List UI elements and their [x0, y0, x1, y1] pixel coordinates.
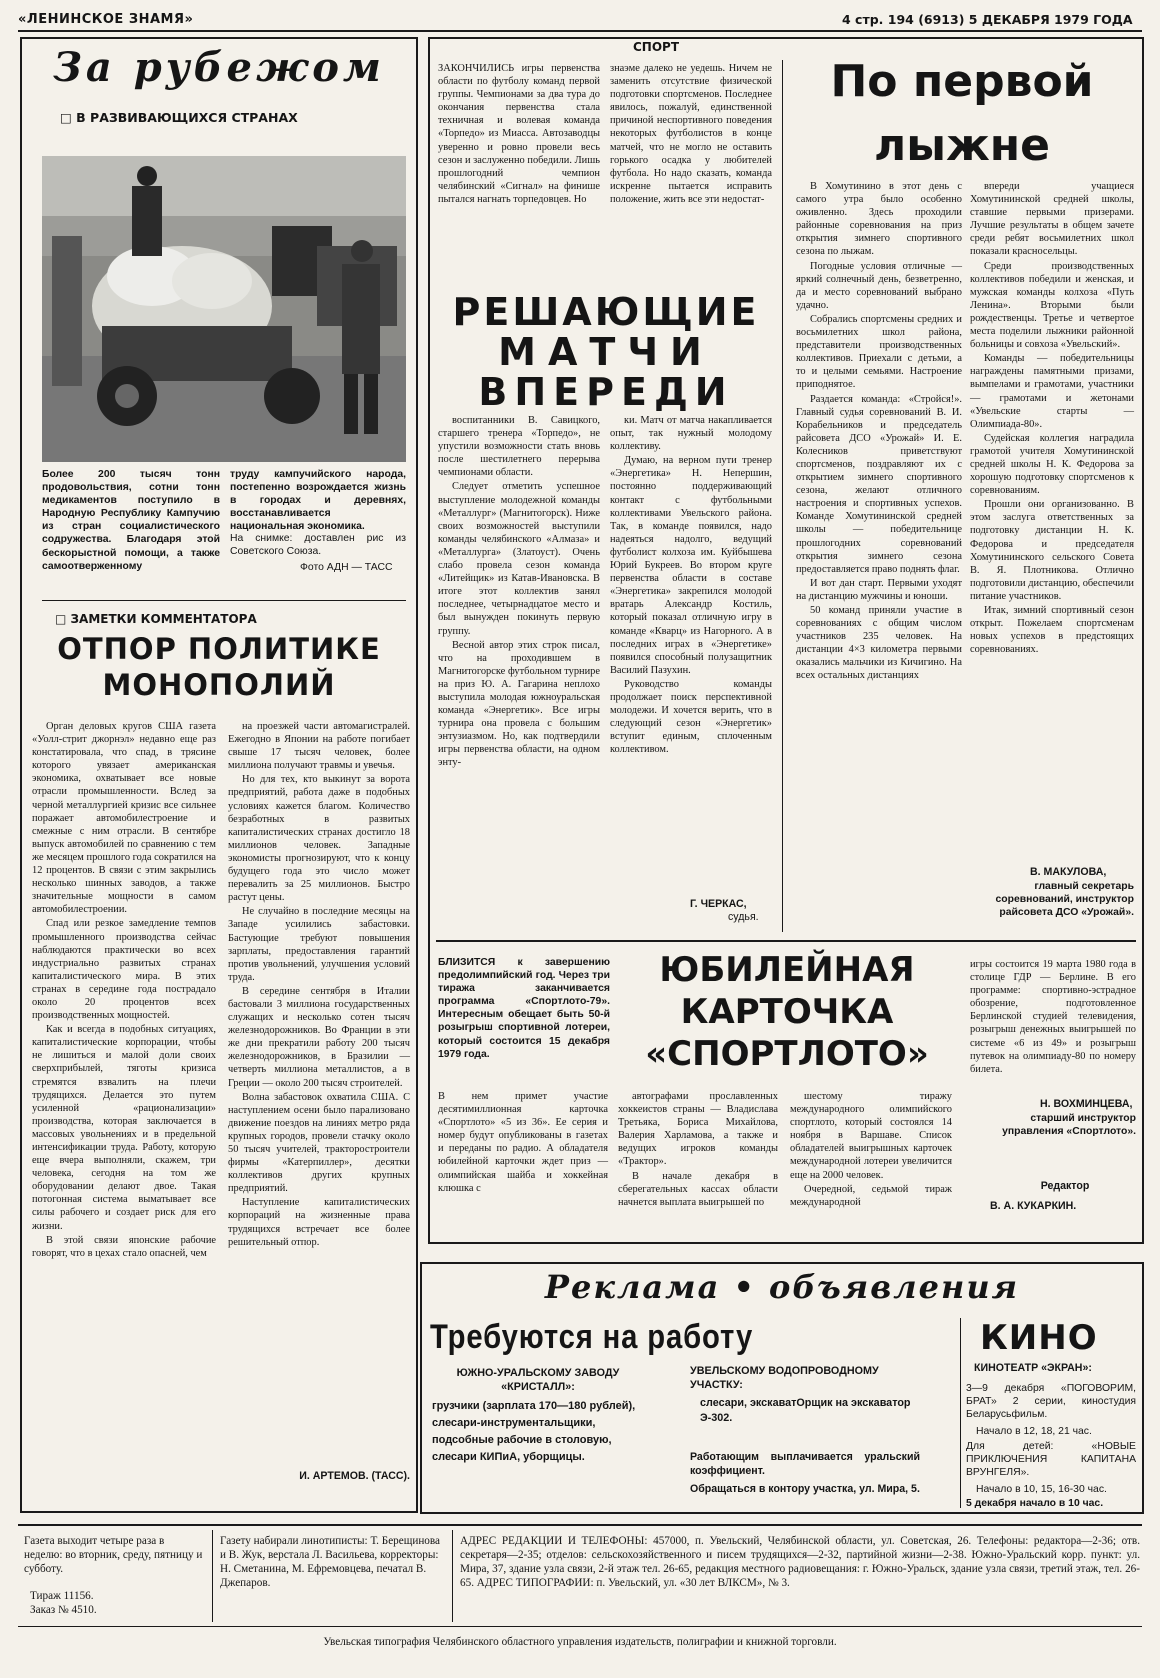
footer-top-rule — [18, 1524, 1142, 1526]
cinema-line-4: Начало в 10, 15, 16-30 час. — [976, 1484, 1107, 1495]
ski-author-role: главный секретарь соревнований, инструктор райсовета ДСО «Урожай». — [995, 881, 1134, 918]
footer-circulation: Тираж 11156. — [30, 1590, 94, 1602]
abroad-rubric: □ В РАЗВИВАЮЩИХСЯ СТРАНАХ — [60, 110, 298, 125]
masthead-rule — [18, 30, 1142, 32]
footer-address: АДРЕС РЕДАКЦИИ И ТЕЛЕФОНЫ: 457000, п. Увельский, Челябинской области, ул. Советская, 26. Телефоны: редактора—2-36; отв. секретаря—2-35; отделов: сельскохозяйственного и писем трудящихся—2-32, партийной жизни—2-38. Южно-Уральский корр. пункт: ул. Мира, 37, здание узла связи, 2-й этаж тел. 26-65, редакция местного радиовещания: г. Южно-Уральск, здание узла связи, третий этаж, тел. 26-65. АДРЕС ТИПОГРАФИИ: п. Увельский, ул. «30 лет ВЛКСМ», № 3. — [460, 1535, 1140, 1589]
ski-col2: впереди учащиеся Хомутининской средней школы, ставшие первыми призерами. Лучшие результаты в общем зачете среди ребят восьмилетних школ показали красносельцы. Среди производственных коллективов победили и женская, и мужская команды колхоза «Путь Ленина». Вторыми были рождественцы. Третье и четвертое места поделили лыжники районной больницы и совхоза «Увельский». Команды — победительницы награждены памятными призами, вымпелами и грамотами, участники — грамотами и жетонами «Увельские старты — Олимпиада-80». Судейская коллегия наградила грамотой учителя Хомутининской средней школы Н. К. Федорова за хорошую подготовку спортсменов к соревнованиям. Прошли они организованно. В этом заслуга ответственных за подготовку дистанции Н. К. Федорова и председателя Хомутининского сельского Совета В. Я. Плотникова. Отлично подготовили дистанцию, обеспечили питание участников. Итак, зимний спортивный сезон открыт. Пожелаем спортсменам новых успехов в предстоящих соревнованиях. — [970, 181, 1134, 656]
ski-col1: В Хомутинино в этот день с самого утра было особенно оживленно. Здесь проходили районные соревнования на приз открытия зимнего спортивного сезона по лыжам. Погодные условия отличные — яркий солнечный день, безветренно, да и место соревнований выбрано удачно. Собрались спортсмены средних и восьмилетних школ района, представители производственных коллективов. Приехали с детьми, а то и целыми семьями. Настроение приподнятое. Раздается команда: «Стройся!». Главный судья соревнований В. И. Корабельников и председатель райсовета ДСО «Урожай» И. Е. Колесников приветствуют спортсменов, поздравляют их с открытием зимнего спортивного сезона, желают отличного настроения и спортивных успехов. Команде Хомутининской средней школы — победительнице прошлогодних соревнований открытия зимнего сезона предоставляется право поднять флаг. И вот дан старт. Первыми уходят на дистанцию мужчины и юноши. 50 команд приняли участие в соревнованиях с общим числом участников 235 человек. На дистанции 4×3 километра первыми оказались мальчики из Кичигино. На всех остальных дистанциях — [796, 181, 962, 682]
abroad-caption-left: Более 200 тысяч тонн продовольствия, сотни тонн медикаментов поступило в Народную Республику Кампучию из стран социалистического содружества. Благодаря этой бескорыстной помощи, а также самоотверженному — [42, 469, 220, 572]
footer-order: Заказ № 4510. — [30, 1604, 97, 1616]
lotto-title-2: КАРТОЧКА — [680, 992, 894, 1032]
football-title-1: РЕШАЮЩИЕ — [452, 290, 760, 334]
football-author: Г. ЧЕРКАС, — [690, 898, 747, 910]
abroad-caption-right: труду кампучийского народа, постепенно возрождается жизнь в городах и деревнях, восстанавливается национальная экономика. — [230, 469, 406, 533]
cinema-name: КИНОТЕАТР «ЭКРАН»: — [974, 1362, 1092, 1374]
photo-credit: Фото АДН — ТАСС — [300, 562, 393, 573]
sport-col-divider — [782, 60, 783, 932]
ski-title-1: По первой — [830, 56, 1094, 107]
football-col3: воспитанники В. Савицкого, старшего тренера «Торпедо», не упустили возможности стать вновь после шестилетнего перерыва чемпионами области. Следует отметить успешное выступление молодежной команды «Металлург» (Магнитогорск). Ниже своих возможностей выступили команды челябинского «Алмаза» и «Металлурга» (Златоуст). Очень слабо провела сезон команда «Литейщик» из Катав-Ивановска. В итоге этот коллектив занял последнее, четырнадцатое место и был вынужден покинуть первую группу. Весной автор этих строк писал, что на проходившем в Магнитогорске футбольном турнире на приз Ю. А. Гагарина неплохо выступила молодая южноуральская команда «Энергетик». Все игры турнира она провела с большим энтузиазмом. Но, как подтвердили игры первенства области, на одном энту- — [438, 415, 600, 769]
cinema-line-2: Начало в 12, 18, 21 час. — [976, 1426, 1092, 1437]
photo-note: На снимке: доставлен рис из Советского Союза. — [230, 533, 406, 558]
water-name: УВЕЛЬСКОМУ ВОДОПРОВОДНОМУ УЧАСТКУ: — [690, 1365, 879, 1391]
abroad-divider — [42, 600, 406, 601]
football-col4: ки. Матч от матча накапливается опыт, так нужный молодому коллективу. Думаю, на верном пути тренер «Энергетика» Н. Непершин, постоянно поддерживающий контакт с футбольными коллективами Увельского района. Так, в команде появился, надо надеяться надолго, ведущий футболист колхоза им. Куйбышева Юрий Букреев. Во втором круге первенства области в составе «Энергетика» закрепился молодой вратарь Александр Костиль, который показал отличную игру в команде «Кварц» из Нагорного. А в последних играх в «Энергетике» появился способный полузащитник Василий Пазухин. Руководство команды продолжает поиск перспективной молодежи. И хочется верить, что в следующий сезон «Энергетик» вступит единым, сплоченным коллективом. — [610, 415, 772, 756]
lotto-col3: шестому тиражу международного олимпийского спортлото, который состоялся 14 ноября в Варшаве. Список обладателей выигрышных карточек международной лотереи увеличится еще на 2000 человек. Очередной, седьмой тираж международной — [790, 1091, 952, 1208]
cinema-line-5: 5 декабря начало в 10 час. — [966, 1498, 1104, 1509]
cinema-line-1: 3—9 декабря «ПОГОВОРИМ, БРАТ» 2 серии, киностудия Беларусьфильм. — [966, 1383, 1136, 1421]
lotto-col1: В нем примет участие десятимиллионная карточка «Спортлото» «5 из 36». Ее серия и номер будут опубликованы в газетах и переданы по радио. А обладателя юбилейной карточки ждет приз — олимпийская шайба и хоккейная клюшка с — [438, 1091, 608, 1194]
football-title-3: ВПЕРЕДИ — [478, 370, 734, 414]
lotto-title-1: ЮБИЛЕЙНАЯ — [659, 950, 915, 990]
lotto-author: Н. ВОХМИНЦЕВА, — [1040, 1098, 1133, 1110]
masthead-paper-name: «ЛЕНИНСКОЕ ЗНАМЯ» — [18, 12, 194, 27]
lotto-intro: БЛИЗИТСЯ к завершению предолимпийский год. Через три тиража заканчивается программа «Спортлото-79». Интересным обещает быть 50-й розыгрыш спортивной лотереи, который состоится 15 декабря 1979 года. — [438, 957, 610, 1060]
plant-name: ЮЖНО-УРАЛЬСКОМУ ЗАВОДУ «КРИСТАЛЛ»: — [456, 1367, 620, 1393]
lotto-title-3: «СПОРТЛОТО» — [645, 1034, 929, 1074]
abroad-heading: За рубежом — [53, 44, 385, 91]
cinema-title: КИНО — [980, 1318, 1098, 1358]
football-author-role: судья. — [728, 911, 759, 923]
footer-staff: Газету набирали линотиписты: Т. Берещинова и В. Жук, верстала Л. Васильева, корректоры: Н. Сметанина, М. Ефремовцева, печатал В. Джепаров. — [220, 1535, 440, 1589]
lotto-col2: автографами прославленных хоккеистов страны — Владислава Третьяка, Бориса Михайлова, Валерия Харламова, а также и ведущих игроков команды «Трактор». В начале декабря в сберегательных кассах области начнется выплата выигрышей по — [618, 1091, 778, 1208]
footer-printer: Увельская типография Челябинского областного управления издательств, полиграфии и книжной торговли. — [323, 1636, 837, 1648]
kampuchea-photo — [42, 156, 406, 462]
water-jobs: слесари, экскаватОрщик на экскаватор Э-302. — [700, 1397, 911, 1424]
commentary-title-line1: ОТПОР ПОЛИТИКЕ — [57, 632, 381, 666]
football-col1: ЗАКОНЧИЛИСЬ игры первенства области по футболу команд первой группы. Чемпионами за два тура до окончания первенства стала техничная и волевая команда «Торпедо» из Миасса. Автозаводцы уверенно и ровно провели весь сезон и заслуженно победили. Лишь прошлогодний чемпион челябинский «Сигнал» на финише пытался нагнать торпедовцев. Но — [438, 63, 600, 205]
footer-publication: Газета выходит четыре раза в неделю: во вторник, среду, пятницу и субботу. — [24, 1535, 203, 1575]
water-note: Работающим выплачивается уральский коэффициент. — [690, 1451, 920, 1477]
jobs-title: Требуются на работу — [430, 1318, 754, 1356]
footer-bottom-rule — [18, 1626, 1142, 1627]
editor-name: В. А. КУКАРКИН. — [990, 1200, 1077, 1212]
water-address: Обращаться в контору участка, ул. Мира, 5. — [690, 1483, 920, 1495]
commentary-title-line2: МОНОПОЛИЙ — [102, 668, 336, 702]
lotto-author-role: старший инструктор управления «Спортлото». — [1002, 1113, 1136, 1137]
sport-rubric: СПОРТ — [627, 40, 685, 54]
commentary-col1: Орган деловых кругов США газета «Уолл-стрит джорнэл» недавно еще раз констатировала, что спад, в трясине которого увязает американская экономика, охватывает все новые отрасли промышленности. Вслед за черной металлургией кризис все сильнее поражает автомобилестроение и смежные с ним отрасли. В сентябре выпуск автомобилей по сравнению с тем же месяцем прошлого года сократился на 12 процентов. В связи с этим закрылись несколько шинных заводов, а также значительные мощности в самом автомобилестроении. Спад или резкое замедление темпов промышленного производства сейчас наблюдаются практически во всех индустриально развитых странах капиталистического мира. В этих странах в середине года пострадало около 20 процентов всех производственных мощностей. Как и всегда в подобных ситуациях, капиталистические корпорации, чтобы не лишиться и малой доли своих сверхприбылей, тяготы кризиса стремятся взвалить на плечи трудящихся. Делается это путем усиленной «рационализации» производства, которая заключается в массовых увольнениях и в предельной интенсификации труда. Работу, которую еще вчера выполняли, скажем, три человека, сегодня на том же оборудовании делают двое. Такая потогонная система выматывает все силы рабочего и создает риск для его жизни. В этой связи японские рабочие говорят, что в цехах стало опасней, чем — [32, 721, 216, 1259]
editor-label: Редактор — [1040, 1180, 1090, 1192]
ads-heading: Реклама • объявления — [544, 1268, 1020, 1306]
commentary-author: И. АРТЕМОВ. (ТАСС). — [299, 1470, 410, 1482]
cinema-divider — [960, 1318, 961, 1508]
ski-author: В. МАКУЛОВА, — [1030, 866, 1107, 878]
commentary-col2: на проезжей части автомагистралей. Ежегодно в Японии на работе погибает свыше 17 тысяч человек, более миллиона получают травмы и увечья. Но для тех, кто выкинут за ворота предприятий, работа даже в подобных условиях кажется благом. Количество безработных в развитых капиталистических странах достигло 18 миллионов человек. Западные экономисты прогнозируют, что к концу будущего года это число может перевалить за 25 миллионов. Быстро растут цены. Не случайно в последние месяцы на Западе усилились забастовки. Бастующие требуют повышения зарплаты, предоставления гарантий против увольнений, улучшения условий труда. В середине сентября в Италии бастовали 3 миллиона государственных служащих и несколько сотен тысяч железнодорожников. Во Франции в эти же дни прекратили работу 200 тысяч железнодорожников, в Бразилии — четверть миллиона металлистов, а в Греции — около 200 тысяч строителей. Волна забастовок охватила США. С наступлением осени было парализовано движение поездов на линиях метро ряда крупных городов, провели стачку около 50 тысяч учителей, тракторостроители фирмы «Катерпиллер», десятки коллективов других крупных предприятий. Наступление капиталистических корпораций на жизненные права трудящихся встречает все более решительный отпор. — [228, 721, 410, 1248]
cinema-line-3: Для детей: «НОВЫЕ ПРИКЛЮЧЕНИЯ КАПИТАНА ВРУНГЕЛЯ». — [966, 1441, 1136, 1479]
football-title-2: МАТЧИ — [498, 330, 714, 374]
plant-jobs: грузчики (зарплата 170—180 рублей), слесари-инструментальщики, подсобные рабочие в столовую, слесари КИПиА, уборщицы. — [432, 1400, 636, 1463]
football-col2: знаэме далеко не уедешь. Ничем не заменить отсутствие физической подготовки спортсменов. Последнее явилось, пожалуй, единственной причиной неспортивного поведения некоторых футболистов в конце матчей, что не могло не оставить горького осадка у любителей футбола. Но надо сказать, команда искренне пытается исправить положение, жить все эти недостат- — [610, 63, 772, 205]
lotto-divider — [436, 940, 1136, 942]
commentary-rubric: □ ЗАМЕТКИ КОММЕНТАТОРА — [55, 612, 257, 626]
footer-divider-2 — [452, 1530, 453, 1622]
lotto-col-right-top: игры состоится 19 марта 1980 года в столице ГДР — Берлине. В его программе: спортивно-эстрадное обозрение, подготовленное Берлинской студией телевидения, розыгрыш денежных выигрышей по системе «6 из 49» и розыгрыш путевок на олимпиаду-80 по номеру билета. — [970, 959, 1136, 1075]
ski-title-2: лыжне — [873, 120, 1051, 171]
masthead-issue: 4 стр. 194 (6913) 5 ДЕКАБРЯ 1979 ГОДА — [842, 12, 1133, 27]
footer-divider-1 — [212, 1530, 213, 1622]
